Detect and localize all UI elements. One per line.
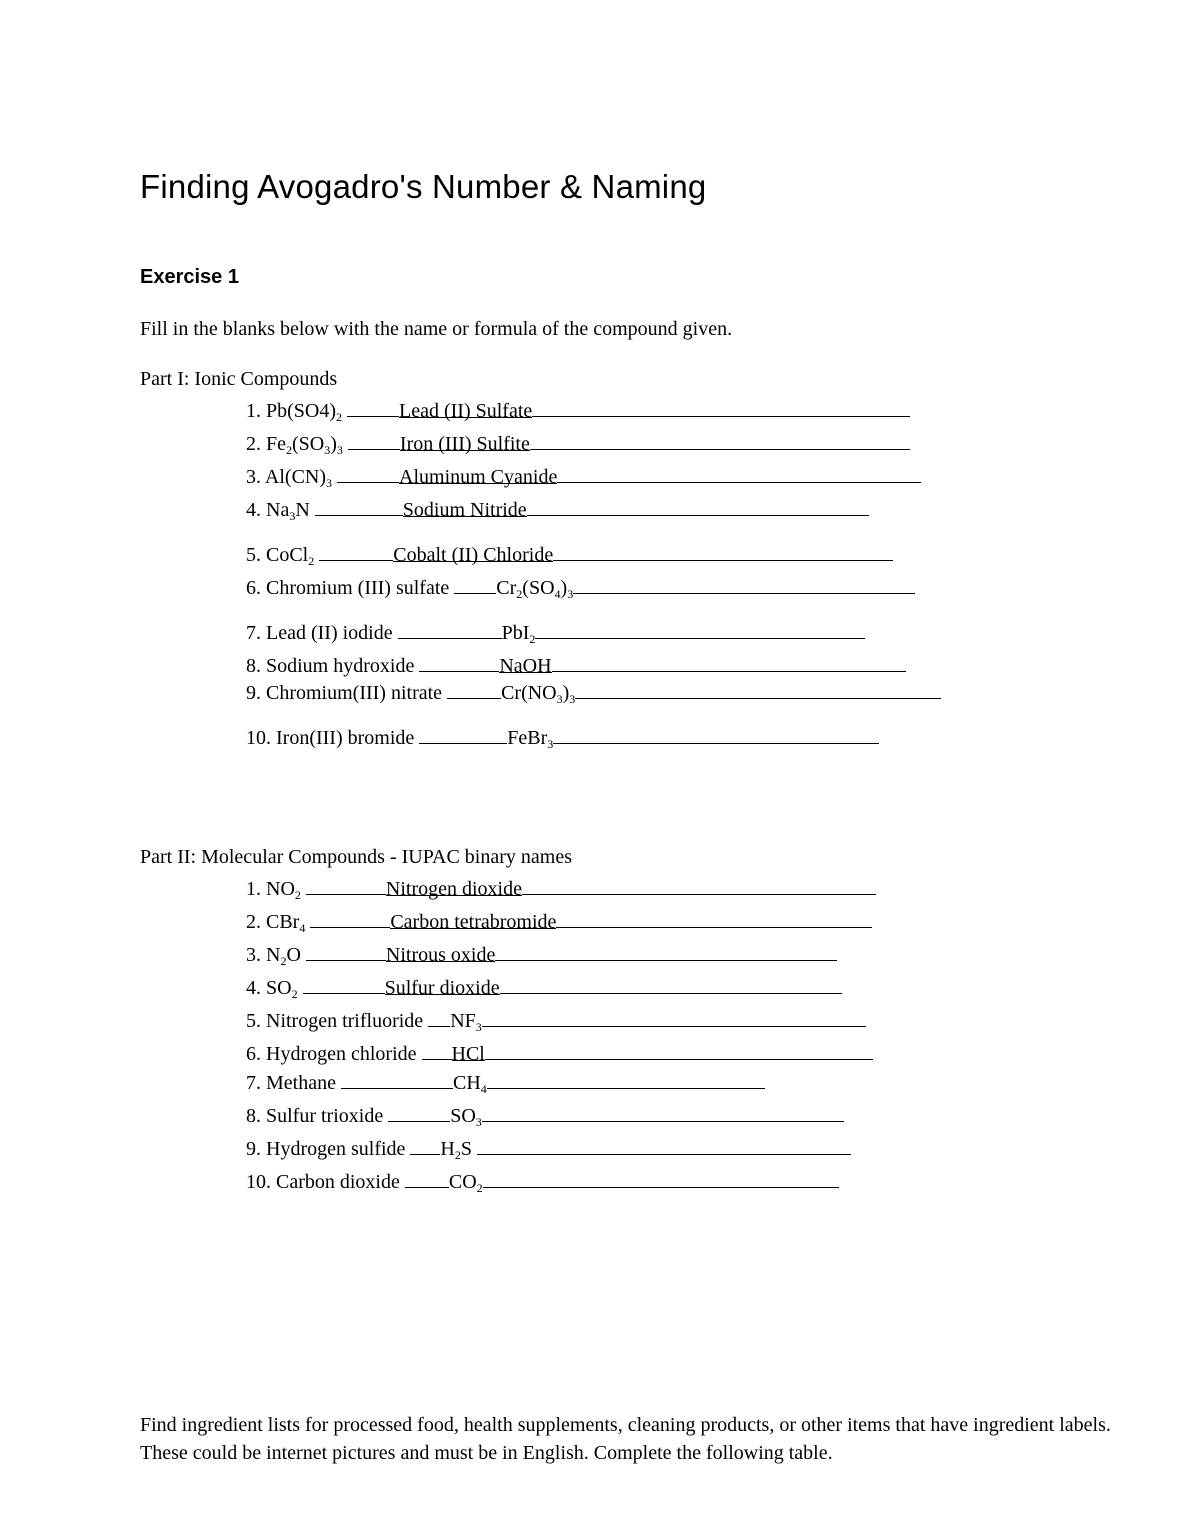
part-1-heading: Part I: Ionic Compounds (140, 368, 338, 390)
item-prompt: $Pb(SO4)_2$ (266, 400, 343, 424)
answer-blank-lead (388, 1103, 450, 1122)
molecular-item-2 (246, 909, 872, 934)
answer-blank-lead (306, 942, 386, 961)
answer-blank-lead (303, 975, 385, 994)
item-prompt: Chromium(III) nitrate (266, 682, 443, 704)
molecular-item-5 (246, 1008, 866, 1033)
answer-blank-tail (557, 464, 921, 483)
answer-blank-tail (556, 909, 872, 928)
item-number: 4. (246, 977, 261, 999)
molecular-item-6 (246, 1041, 873, 1066)
answer-blank-lead (315, 497, 403, 516)
answer-field[interactable]: Nitrous oxide (385, 944, 496, 966)
molecular-item-8 (246, 1103, 844, 1128)
item-number: 10. (246, 727, 271, 749)
answer-blank-lead (419, 725, 507, 744)
answer-field[interactable]: $Cr(NO_3)_3$ (501, 682, 576, 706)
answer-blank-lead (419, 653, 499, 672)
item-number: 7. (246, 1072, 261, 1094)
item-prompt: Chromium (III) sulfate (266, 577, 450, 599)
item-prompt: Sulfur trioxide (266, 1105, 384, 1127)
item-prompt: CoCl$_2$ (266, 544, 315, 568)
item-number: 3. (246, 466, 261, 488)
ionic-item-6 (246, 575, 915, 600)
answer-blank-lead (337, 464, 399, 483)
page-title: Finding Avogadro's Number & Naming (140, 168, 707, 206)
answer-field[interactable]: Sodium Nitride (402, 499, 527, 521)
answer-field[interactable]: Carbon tetrabromide (390, 911, 557, 933)
answer-blank-lead (319, 542, 393, 561)
ionic-item-9 (246, 680, 941, 705)
item-prompt: $SO_2$ (266, 977, 298, 1001)
molecular-item-3 (246, 942, 837, 967)
answer-field[interactable]: Aluminum Cyanide (399, 466, 558, 488)
answer-blank-tail (553, 542, 893, 561)
answer-blank-tail (552, 653, 906, 672)
ionic-item-5 (246, 542, 893, 567)
answer-blank-lead (310, 909, 390, 928)
answer-field[interactable]: Cobalt (II) Chloride (393, 544, 554, 566)
answer-blank-lead (348, 431, 400, 450)
answer-blank-tail (483, 1169, 839, 1188)
item-number: 1. (246, 878, 261, 900)
answer-field[interactable]: NaOH (499, 655, 552, 677)
answer-blank-lead (428, 1008, 450, 1027)
answer-field[interactable]: FeBr$_3$ (507, 727, 554, 751)
item-number: 5. (246, 544, 261, 566)
answer-blank-lead (422, 1041, 452, 1060)
ionic-item-8 (246, 653, 906, 678)
answer-blank-tail (477, 1136, 851, 1155)
ionic-item-4 (246, 497, 869, 522)
answer-blank-tail (535, 620, 865, 639)
ionic-item-1 (246, 398, 910, 423)
answer-field[interactable]: $NF_3$ (450, 1010, 482, 1034)
answer-field[interactable]: $SO_3$ (450, 1105, 482, 1129)
instructions: Fill in the blanks below with the name or formula of the compound given. (140, 318, 733, 340)
ionic-item-2 (246, 431, 910, 456)
ionic-item-10 (246, 725, 879, 750)
answer-blank-lead (410, 1136, 440, 1155)
answer-field[interactable]: Sulfur dioxide (384, 977, 500, 999)
item-number: 8. (246, 655, 261, 677)
answer-blank-lead (398, 620, 502, 639)
item-number: 5. (246, 1010, 261, 1032)
answer-blank-tail (530, 431, 910, 450)
item-number: 6. (246, 577, 261, 599)
item-prompt: $Fe_2(SO_3)_3$ (266, 433, 343, 457)
item-prompt: Nitrogen trifluoride (266, 1010, 424, 1032)
answer-field[interactable]: $H_2S$ (440, 1138, 472, 1162)
answer-blank-tail (482, 1103, 844, 1122)
item-number: 10. (246, 1171, 271, 1193)
item-prompt: CBr$_4$ (266, 911, 306, 935)
item-prompt: Lead (II) iodide (266, 622, 393, 644)
item-number: 9. (246, 682, 261, 704)
item-prompt: $NO_2$ (266, 878, 301, 902)
item-prompt: $N_2O$ (266, 944, 301, 968)
answer-blank-lead (306, 876, 386, 895)
answer-blank-tail (575, 680, 941, 699)
answer-blank-tail (482, 1008, 866, 1027)
answer-field[interactable]: HCl (451, 1043, 485, 1065)
item-prompt: $Al(CN)_3$ (264, 466, 333, 490)
answer-blank-tail (553, 725, 879, 744)
item-number: 2. (246, 433, 261, 455)
item-prompt: Methane (266, 1072, 336, 1094)
molecular-item-7 (246, 1070, 765, 1095)
molecular-item-10 (246, 1169, 839, 1194)
item-number: 1. (246, 400, 261, 422)
item-number: 8. (246, 1105, 261, 1127)
item-number: 3. (246, 944, 261, 966)
item-prompt: Hydrogen sulfide (266, 1138, 406, 1160)
item-prompt: Carbon dioxide (276, 1171, 400, 1193)
item-number: 9. (246, 1138, 261, 1160)
item-prompt: $Na_3N$ (266, 499, 310, 523)
answer-blank-tail (573, 575, 915, 594)
item-prompt: Iron(III) bromide (276, 727, 415, 749)
answer-blank-lead (347, 398, 399, 417)
answer-field[interactable]: Nitrogen dioxide (385, 878, 522, 900)
item-prompt: Hydrogen chloride (266, 1043, 417, 1065)
item-prompt: Sodium hydroxide (266, 655, 415, 677)
item-number: 4. (246, 499, 261, 521)
answer-field[interactable]: $Cr_2(SO_4)_3$ (496, 577, 574, 601)
answer-blank-tail (522, 876, 876, 895)
answer-blank-lead (454, 575, 496, 594)
answer-blank-tail (500, 975, 842, 994)
molecular-item-4 (246, 975, 842, 1000)
item-number: 7. (246, 622, 261, 644)
item-number: 2. (246, 911, 261, 933)
answer-field[interactable]: $CH_4$ (452, 1072, 487, 1096)
answer-blank-lead (447, 680, 501, 699)
answer-field[interactable]: PbI$_2$ (501, 622, 536, 646)
ionic-item-7 (246, 620, 865, 645)
answer-blank-lead (405, 1169, 449, 1188)
part-2-heading: Part II: Molecular Compounds - IUPAC binary names (140, 846, 572, 868)
molecular-item-9 (246, 1136, 851, 1161)
answer-blank-tail (532, 398, 910, 417)
answer-field[interactable]: $CO_2$ (448, 1171, 483, 1195)
answer-blank-lead (341, 1070, 453, 1089)
molecular-item-1 (246, 876, 876, 901)
answer-field[interactable]: Iron (III) Sulfite (399, 433, 530, 455)
answer-blank-tail (485, 1041, 873, 1060)
answer-blank-tail (527, 497, 869, 516)
exercise-heading: Exercise 1 (140, 266, 239, 288)
footer-instructions: Find ingredient lists for processed food, health supplements, cleaning products, or other items that have ingredient labels. These could be internet pictures and must be in English. Complete the following table. (140, 1414, 1111, 1464)
item-number: 6. (246, 1043, 261, 1065)
ionic-item-3 (246, 464, 921, 489)
answer-blank-tail (487, 1070, 765, 1089)
answer-blank-tail (495, 942, 837, 961)
answer-field[interactable]: Lead (II) Sulfate (399, 400, 533, 422)
